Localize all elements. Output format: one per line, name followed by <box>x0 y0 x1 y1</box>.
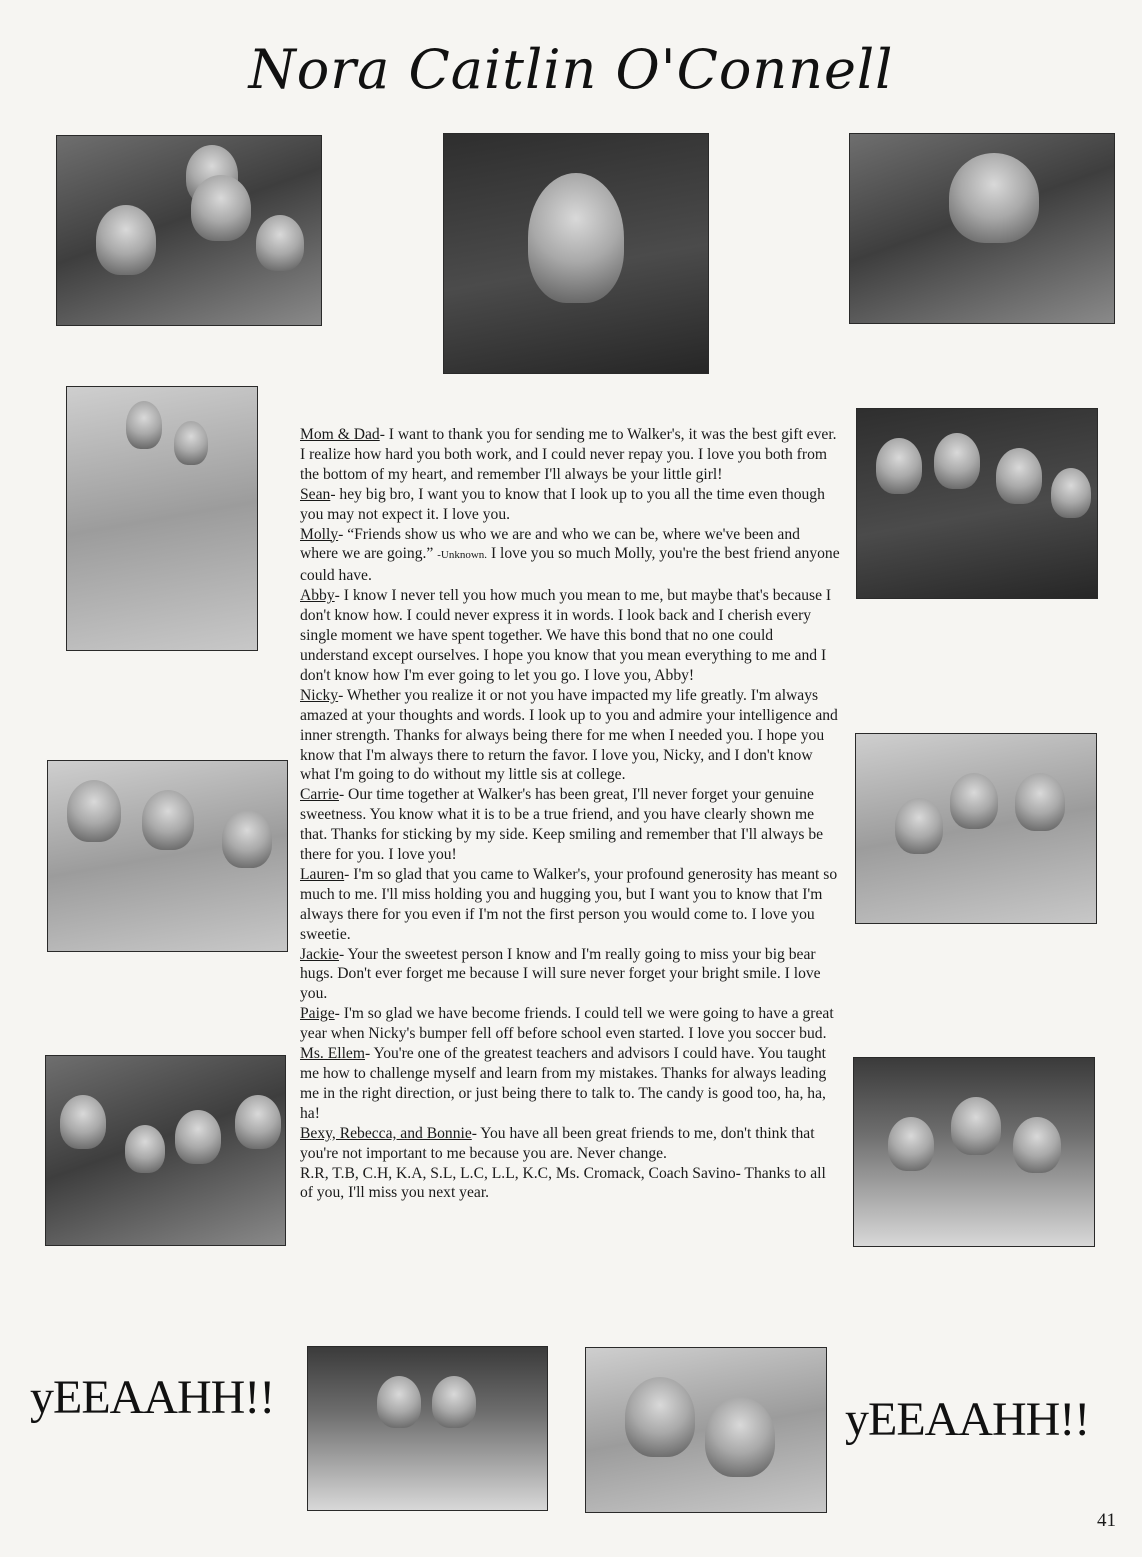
two-friends-beach-photo <box>307 1346 548 1511</box>
dedication-name: Sean <box>300 485 331 503</box>
page-number: 41 <box>1097 1510 1116 1531</box>
dedication-name: Molly <box>300 525 339 543</box>
two-friends-hats-photo <box>585 1347 827 1513</box>
closing-paragraph: R.R, T.B, C.H, K.A, S.L, L.C, L.L, K.C, Ms. Cromack, Coach Savino- Thanks to all of you, I'll miss you next year. <box>300 1164 826 1202</box>
dedication-paragraph <box>300 525 840 587</box>
four-friends-microphone-photo <box>45 1055 286 1246</box>
dedication-name: Mom & Dad <box>300 426 380 443</box>
dedication-paragraph <box>300 865 840 945</box>
dedication-name: Jackie <box>300 945 339 963</box>
parents-photo <box>66 386 258 651</box>
dedication-message: - I want to thank you for sending me to Walker's, it was the best gift ever. I realize how hard you both work, and I could never repay you. I love you both from the bottom of my heart, and remember I'll always be your little girl! <box>300 426 837 483</box>
dedication-message: - I'm so glad we have become friends. I could tell we were going to have a great year when Nicky's bumper fell off before school even started. I love you soccer bud. <box>300 1005 834 1043</box>
dedication-text <box>300 425 840 1203</box>
three-friends-photo <box>47 760 288 952</box>
beach-friends-photo <box>853 1057 1095 1247</box>
senior-portrait-photo <box>443 133 709 374</box>
exclamation-right: yEEAAHH!! <box>845 1393 1090 1446</box>
dedication-paragraph <box>300 686 840 786</box>
dedication-message: - hey big bro, I want you to know that I look up to you all the time even though you may not expect it. I love you. <box>300 485 825 523</box>
dedication-message: - I know I never tell you how much you mean to me, but maybe that's because I don't know how. I could never express it in words. I look back and I cherish every single moment we have spent together. We have this bond that no one could understand except ourselves. I hope you know that you mean everything to me and I don't know how I'm ever going to let you go. I love you, Abby! <box>300 587 832 684</box>
dedication-name: Lauren <box>300 865 345 883</box>
dedication-paragraph <box>300 1004 840 1044</box>
dedication-message: - “Friends show us who we are and who we can be, where we've been and where we are going.” <box>300 525 800 563</box>
dedication-message: - I'm so glad that you came to Walker's, your profound generosity has meant so much to me. I'll miss holding you and hugging you, but I want you to know that I'm always there for you even if I'm not the first person you would come to. I love you sweetie. <box>300 865 838 943</box>
dedication-message: - Your the sweetest person I know and I'm really going to miss your big bear hugs. Don't ever forget me because I will sure never forget your bright smile. I love you. <box>300 945 821 1003</box>
childhood-photo <box>849 133 1115 324</box>
dedication-name: Abby <box>300 587 335 605</box>
dedication-paragraph <box>300 1044 840 1124</box>
dedication-message: - You're one of the greatest teachers and advisors I could have. You taught me how to challenge myself and learn from my mistakes. Thanks for always leading me in the right direction, or just being there to talk to. The candy is good too, ha, ha, ha! <box>300 1045 827 1122</box>
exclamation-left: yEEAAHH!! <box>30 1371 275 1424</box>
dedication-paragraph <box>300 425 840 485</box>
dedication-name: Carrie <box>300 786 339 804</box>
dedication-name: Ms. Ellem <box>300 1045 365 1063</box>
family-photo <box>56 135 322 326</box>
four-friends-photo <box>856 408 1098 599</box>
dedication-name: Bexy, Rebecca, and Bonnie <box>300 1124 472 1142</box>
dedication-paragraph <box>300 1124 840 1164</box>
dedication-message: - Our time together at Walker's has been great, I'll never forget your genuine sweetness. You know what it is to be a true friend, and you have clearly shown me that. Thanks for sticking by my side. Keep smiling and remember that I'll always be there for you. I love you! <box>300 786 824 864</box>
dedication-paragraph <box>300 586 840 686</box>
page-title: Nora Caitlin O'Connell <box>248 38 894 101</box>
dedication-name: Nicky <box>300 686 339 704</box>
quote-source: -Unknown. <box>437 549 488 562</box>
dedication-message: - Whether you realize it or not you have impacted my life greatly. I'm always amazed at your thoughts and words. I look up to you and admire your intelligence and inner strength. Thanks for always being there for me when I needed you. I hope you know that I'm always there to return the favor. I love you, Nicky, and I don't know what I'm going to do without my little sis at college. <box>300 686 838 784</box>
dedication-paragraph <box>300 785 840 865</box>
dedication-name: Paige <box>300 1005 335 1023</box>
three-friends-hug-photo <box>855 733 1097 924</box>
dedication-paragraph <box>300 485 840 525</box>
dedication-paragraph <box>300 945 840 1005</box>
dedication-message: - You have all been great friends to me, don't think that you're not important to me because you are. Never change. <box>300 1124 815 1162</box>
dedication-message: I love you so much Molly, you're the best friend anyone could have. <box>300 545 840 585</box>
